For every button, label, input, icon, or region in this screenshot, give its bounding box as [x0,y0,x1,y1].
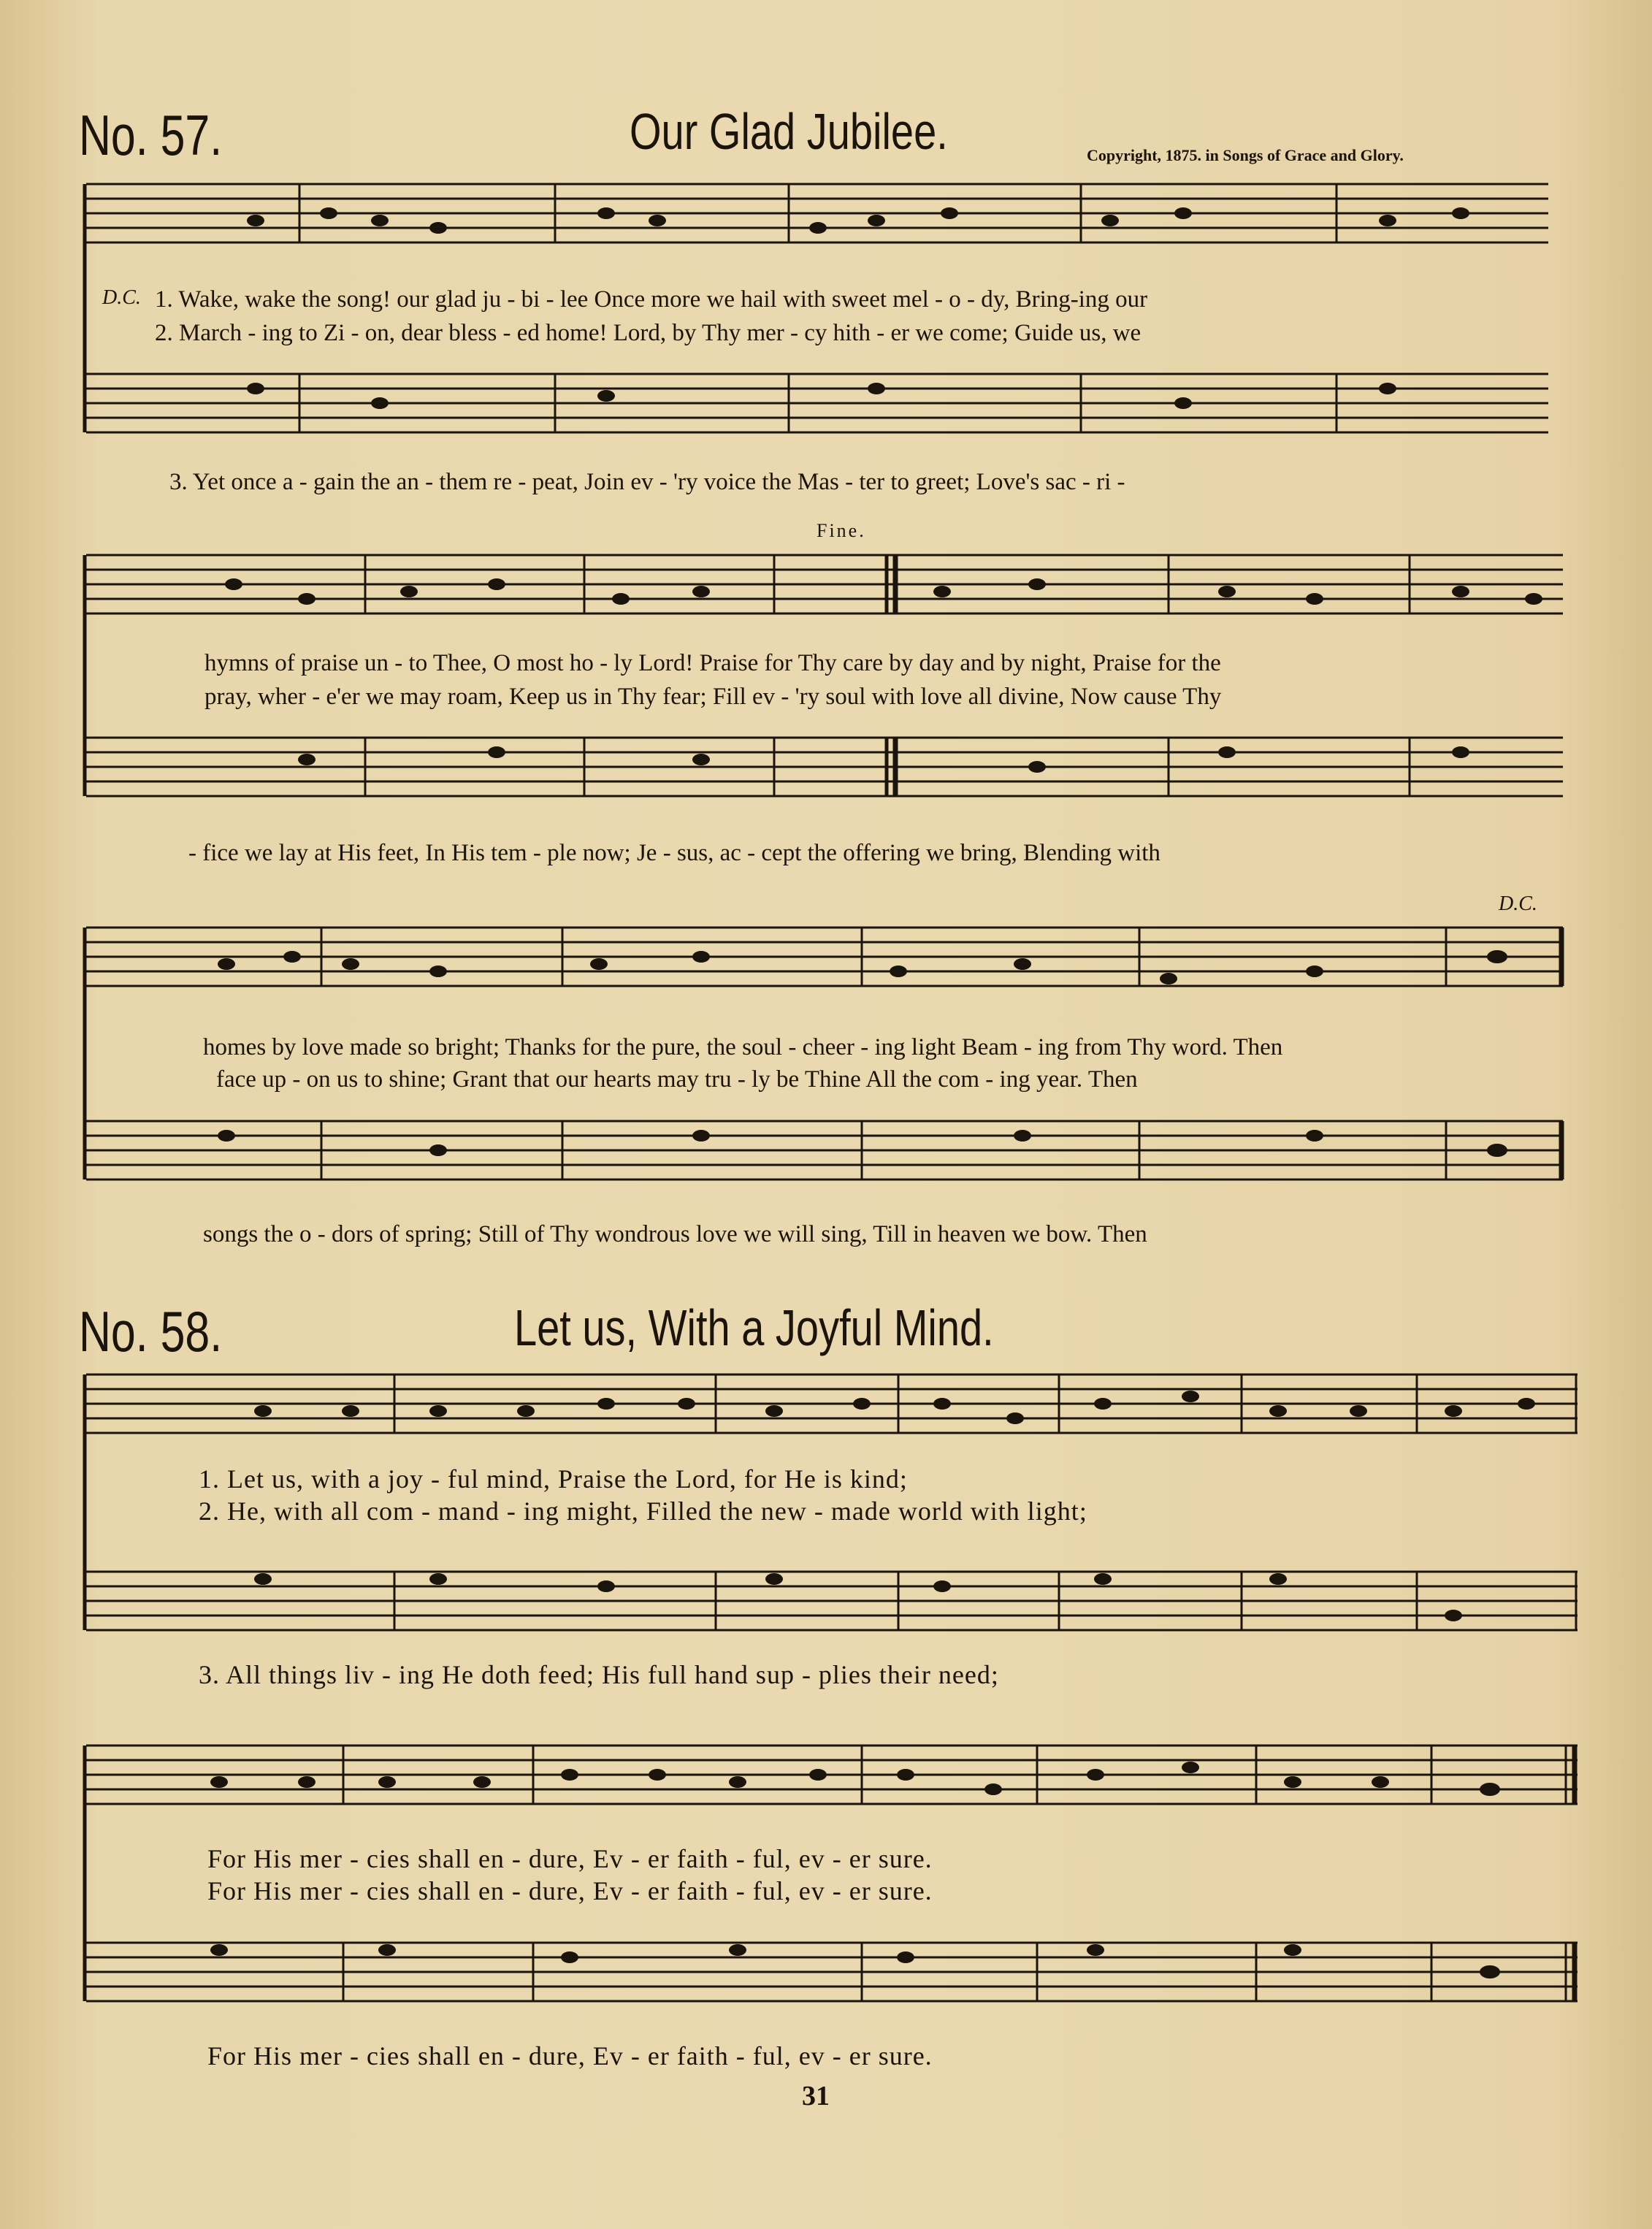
hymn-57-row2-verse2: pray, wher - e'er we may roam, Keep us in Thy fear; Fill ev - 'ry soul with love all divine, Now cause Thy [204,684,1222,710]
hymn-58-row2-verse2: For His mer - cies shall en - dure, Ev - er faith - ful, ev - er sure. [207,1876,933,1905]
hymn-58-row1-verse2: 2. He, with all com - mand - ing might, Filled the new - made world with light; [199,1496,1087,1526]
hymn-57-row1-verse3: 3. Yet once a - gain the an - them re - peat, Join ev - 'ry voice the Mas - ter to greet; Love's sac - ri - [169,469,1125,495]
hymn-57-row2-verse3: - fice we lay at His feet, In His tem - ple now; Je - sus, ac - cept the offering we bring, Blending with [188,840,1160,866]
hymn-57-dc-end-mark: D.C. [1499,892,1537,915]
hymn-58-title: Let us, With a Joyful Mind. [514,1299,994,1356]
hymn-58-row2-verse1: For His mer - cies shall en - dure, Ev - er faith - ful, ev - er sure. [207,1844,933,1873]
hymn-57-row1-verse1: 1. Wake, wake the song! our glad ju - bi - lee Once more we hail with sweet mel - o - dy, Bring-ing our [155,286,1148,313]
hymn-58-row1-verse1: 1. Let us, with a joy - ful mind, Praise the Lord, for He is kind; [199,1464,908,1494]
page-number: 31 [802,2081,830,2111]
hymn-57-row3-verse2: face up - on us to shine; Grant that our hearts may tru - ly be Thine All the com - ing year. Then [216,1066,1138,1093]
hymn-57-row2-verse1: hymns of praise un - to Thee, O most ho - ly Lord! Praise for Thy care by day and by night, Praise for the [204,650,1221,676]
hymn-57-system-1 [0,169,1652,462]
hymn-57-copyright: Copyright, 1875. in Songs of Grace and Glory. [1087,146,1404,164]
hymn-58-number: No. 58. [79,1299,223,1364]
hymn-57-dc-mark: D.C. [102,286,141,309]
hymn-57-number: No. 57. [79,103,223,167]
hymn-57-title: Our Glad Jubilee. [630,103,948,160]
hymn-57-row3-verse1: homes by love made so bright; Thanks for the pure, the soul - cheer - ing light Beam - ing from Thy word. Then [203,1034,1283,1060]
hymn-58-row2-verse3: For His mer - cies shall en - dure, Ev - er faith - ful, ev - er sure. [207,2041,933,2071]
hymn-57-fine-mark: Fine. [817,520,866,541]
hymn-57-row1-verse2: 2. March - ing to Zi - on, dear bless - ed home! Lord, by Thy mer - cy hith - er we come; Guide us, we [155,320,1142,346]
hymn-58-row1-verse3: 3. All things liv - ing He doth feed; His full hand sup - plies their need; [199,1660,999,1689]
hymn-57-row3-verse3: songs the o - dors of spring; Still of Thy wondrous love we will sing, Till in heaven we bow. Then [203,1221,1147,1247]
